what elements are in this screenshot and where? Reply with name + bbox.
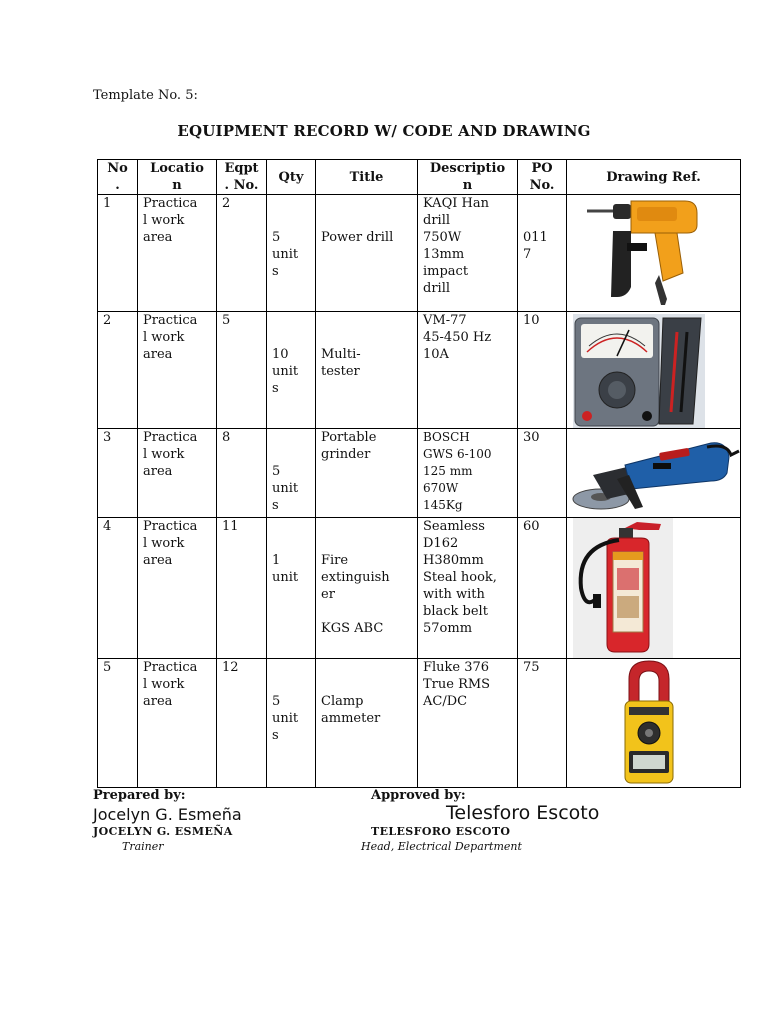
table-row	[98, 429, 741, 518]
cell-description: Fluke 376 True RMS AC/DC	[418, 659, 518, 788]
document-title: EQUIPMENT RECORD W/ CODE AND DRAWING	[177, 122, 591, 140]
cell-drawing	[567, 429, 741, 518]
approved-name: TELESFORO ESCOTO	[371, 825, 511, 838]
multi-tester-icon	[567, 312, 741, 428]
prepared-position: Trainer	[122, 840, 164, 853]
cell-po-no: 75	[518, 659, 567, 788]
cell-description: Seamless D162 H380mm Steal hook, with with black belt 57omm	[418, 518, 518, 659]
template-label: Template No. 5:	[93, 88, 198, 103]
header-no: No .	[98, 160, 138, 195]
table-row	[98, 312, 741, 429]
header-eqpt-no: Eqpt . No.	[217, 160, 267, 195]
cell-description: BOSCH GWS 6-100 125 mm 670W 145Kg	[418, 429, 518, 518]
cell-po-no: 30	[518, 429, 567, 518]
table-header-row	[98, 160, 741, 195]
cell-no: 3	[98, 429, 138, 518]
cell-qty: 5 unit s	[267, 429, 316, 518]
cell-qty: 5 unit s	[267, 659, 316, 788]
cell-eqpt-no: 8	[217, 429, 267, 518]
cell-eqpt-no: 5	[217, 312, 267, 429]
header-drawing-ref: Drawing Ref.	[567, 160, 741, 195]
cell-drawing	[567, 195, 741, 312]
cell-location: Practica l work area	[138, 518, 217, 659]
cell-eqpt-no: 2	[217, 195, 267, 312]
fire-extinguisher-icon	[567, 518, 741, 658]
cell-drawing	[567, 518, 741, 659]
cell-po-no: 60	[518, 518, 567, 659]
approved-by-label: Approved by:	[371, 788, 466, 803]
header-description: Descriptio n	[418, 160, 518, 195]
header-title: Title	[316, 160, 418, 195]
cell-location: Practica l work area	[138, 195, 217, 312]
cell-qty: 10 unit s	[267, 312, 316, 429]
header-location: Locatio n	[138, 160, 217, 195]
table-row	[98, 195, 741, 312]
power-drill-icon	[567, 195, 741, 311]
cell-location: Practica l work area	[138, 659, 217, 788]
prepared-name: JOCELYN G. ESMEÑA	[93, 825, 233, 838]
header-po-no: PO No.	[518, 160, 567, 195]
prepared-by-label: Prepared by:	[93, 788, 186, 803]
approved-position: Head, Electrical Department	[361, 840, 522, 853]
cell-po-no: 011 7	[518, 195, 567, 312]
cell-eqpt-no: 12	[217, 659, 267, 788]
cell-title: Multi- tester	[316, 312, 418, 429]
cell-no: 5	[98, 659, 138, 788]
cell-no: 4	[98, 518, 138, 659]
cell-title: Portable grinder	[316, 429, 418, 518]
clamp-meter-icon	[567, 659, 741, 787]
prepared-signature: Jocelyn G. Esmeña	[93, 805, 242, 824]
cell-title: Clamp ammeter	[316, 659, 418, 788]
cell-eqpt-no: 11	[217, 518, 267, 659]
approved-signature: Telesforo Escoto	[446, 802, 600, 824]
cell-qty: 5 unit s	[267, 195, 316, 312]
cell-qty: 1 unit	[267, 518, 316, 659]
table-row	[98, 659, 741, 788]
signature-section	[0, 786, 768, 866]
cell-title: Power drill	[316, 195, 418, 312]
cell-no: 2	[98, 312, 138, 429]
cell-drawing	[567, 659, 741, 788]
cell-location: Practica l work area	[138, 429, 217, 518]
cell-location: Practica l work area	[138, 312, 217, 429]
cell-drawing	[567, 312, 741, 429]
equipment-table	[97, 159, 741, 788]
cell-po-no: 10	[518, 312, 567, 429]
angle-grinder-icon	[567, 429, 741, 517]
cell-description: KAQI Han drill 750W 13mm impact drill	[418, 195, 518, 312]
header-qty: Qty	[267, 160, 316, 195]
cell-no: 1	[98, 195, 138, 312]
cell-title: Fire extinguish er KGS ABC	[316, 518, 418, 659]
cell-description: VM-77 45-450 Hz 10A	[418, 312, 518, 429]
table-row	[98, 518, 741, 659]
